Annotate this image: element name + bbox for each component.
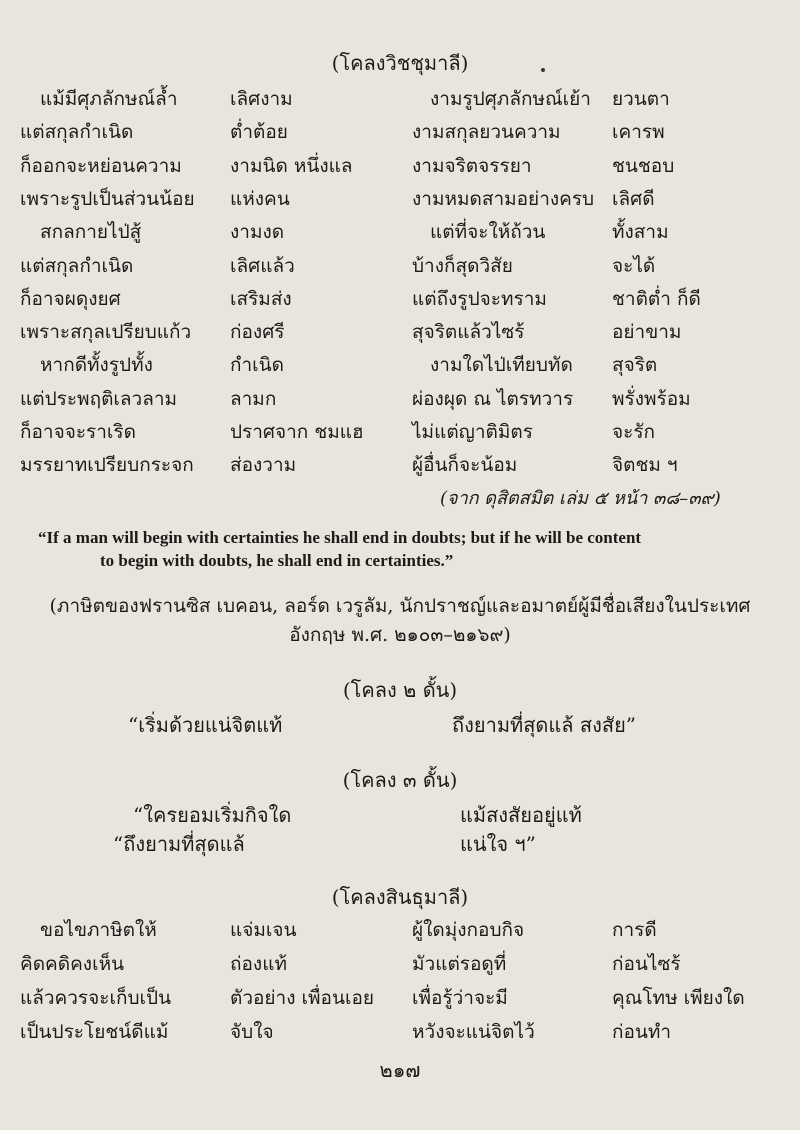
section4-line	[0, 983, 800, 1013]
section1-line	[0, 317, 800, 347]
section4-hemistich: เป็นประโยชน์ดีแม้	[20, 1021, 169, 1043]
source-citation: (จาก ดุสิตสมิต เล่ม ๕ หน้า ๓๘–๓๙)	[440, 488, 721, 509]
section1-hemistich: จะได้	[612, 254, 656, 277]
section3-line2-left: “ถึงยามที่สุดแล้	[113, 832, 245, 856]
page-number: ๒๑๗	[379, 1058, 421, 1082]
attribution-line2: อังกฤษ พ.ศ. ๒๑๐๓–๒๑๖๙)	[289, 624, 511, 646]
section1-hemistich: แต่สกุลกำเนิด	[20, 121, 134, 144]
section1-hemistich: ผ่องผุด ณ ไตรทวาร	[412, 387, 574, 410]
section3-heading: (โคลง ๓ ดั้น)	[342, 768, 458, 792]
section4-hemistich: ขอไขภาษิตให้	[40, 919, 157, 941]
section1-hemistich: เพราะสกุลเปรียบแก้ว	[20, 321, 192, 344]
section1-hemistich: แต่ถึงรูปจะทราม	[412, 287, 547, 310]
english-quote-line2: to begin with doubts, he shall end in certainties.”	[100, 551, 454, 570]
section1-hemistich: ผู้อื่นก็จะน้อม	[412, 454, 518, 477]
section1-hemistich: ก็อาจผดุงยศ	[20, 287, 121, 310]
section1-hemistich: ชนชอบ	[612, 154, 675, 177]
section1-hemistich: หากดีทั้งรูปทั้ง	[40, 354, 153, 377]
section1-hemistich: งามรูปศุภลักษณ์เย้า	[430, 88, 591, 110]
section4-hemistich: การดี	[612, 919, 657, 941]
section4-hemistich: หวังจะแน่จิตไว้	[412, 1021, 535, 1043]
section1-line	[0, 450, 800, 480]
section1-hemistich: ยวนตา	[612, 88, 670, 110]
section3-line1-left: “ใครยอมเริ่มกิจใด	[133, 803, 292, 827]
section1-line	[0, 151, 800, 181]
section1-hemistich: ส่องวาม	[230, 454, 297, 477]
section1-hemistich: งามใดไป่เทียบทัด	[430, 354, 573, 377]
section4-hemistich: จับใจ	[230, 1021, 274, 1043]
section2-right: ถึงยามที่สุดแล้ สงสัย”	[452, 713, 637, 737]
section4-hemistich: แจ่มเจน	[230, 919, 297, 941]
section1-hemistich: ต่ำต้อย	[230, 121, 288, 144]
section1-hemistich: งามจริตจรรยา	[412, 154, 532, 177]
section1-hemistich: สุจริต	[612, 354, 658, 377]
section4-heading: (โคลงสินธุมาลี)	[331, 885, 469, 909]
section1-hemistich: บ้างก็สุดวิสัย	[412, 254, 513, 277]
section4-hemistich: ก่อนทำ	[612, 1021, 672, 1043]
section1-line	[0, 217, 800, 247]
section1-hemistich: ก็อาจจะราเริด	[20, 421, 136, 443]
section1-hemistich: งามสกุลยวนความ	[412, 121, 561, 144]
section4-hemistich: ถ่องแท้	[230, 953, 287, 975]
attribution-line1: (ภาษิตของฟรานซิส เบคอน, ลอร์ด เวรูลัม, นักปราชญ์และอมาตย์ผู้มีชื่อเสียงในประเทศ	[49, 595, 751, 617]
section1-hemistich: แต่ที่จะให้ถ้วน	[430, 221, 546, 244]
section1-hemistich: ก็ออกจะหย่อนความ	[20, 154, 182, 177]
section4-hemistich: มัวแต่รอดูที่	[412, 953, 507, 975]
section1-hemistich: ทั้งสาม	[612, 221, 669, 244]
section1-line	[0, 417, 800, 447]
section2-heading: (โคลง ๒ ดั้น)	[342, 678, 458, 702]
section4-line	[0, 1017, 800, 1047]
english-quote-line1: “If a man will begin with certainties he shall end in doubts; but if he will be content	[38, 528, 642, 547]
section1-hemistich: สกลกายไป่สู้	[40, 221, 142, 244]
section1-hemistich: แต่สกุลกำเนิด	[20, 254, 134, 277]
section4-hemistich: ตัวอย่าง เพื่อนเอย	[230, 987, 374, 1009]
section1-hemistich: เลิศแล้ว	[230, 254, 295, 277]
section1-hemistich: แต่ประพฤติเลวลาม	[20, 387, 178, 410]
section4-hemistich: เพื่อรู้ว่าจะมี	[412, 987, 508, 1009]
section1-line	[0, 117, 800, 147]
section1-hemistich: งามงด	[230, 221, 285, 244]
section1-hemistich: เลิศงาม	[230, 88, 293, 110]
section3-line1-right: แม้สงสัยอยู่แท้	[460, 803, 582, 827]
section4-hemistich: แล้วควรจะเก็บเป็น	[20, 987, 172, 1009]
section1-hemistich: อย่าขาม	[612, 321, 682, 344]
section4-hemistich: ผู้ใดมุ่งกอบกิจ	[412, 919, 525, 941]
section1-line	[0, 384, 800, 414]
section1-hemistich: สุจริตแล้วไซร้	[412, 321, 525, 344]
section1-hemistich: แม้มีศุภลักษณ์ล้ำ	[40, 88, 178, 110]
section1-line	[0, 251, 800, 281]
section1-line	[0, 184, 800, 214]
section1-hemistich: กำเนิด	[230, 354, 284, 377]
section1-hemistich: เคารพ	[612, 121, 665, 144]
section1-line	[0, 284, 800, 314]
section4-line	[0, 915, 800, 945]
section1-heading: (โคลงวิชชุมาลี)	[331, 51, 469, 75]
section4-hemistich: คุณโทษ เพียงใด	[612, 987, 745, 1009]
section1-hemistich: ไม่แต่ญาติมิตร	[412, 421, 533, 443]
section4-line	[0, 949, 800, 979]
section1-hemistich: เพราะรูปเป็นส่วนน้อย	[20, 187, 195, 210]
section1-hemistich: เสริมส่ง	[230, 287, 292, 310]
section2-left: “เริ่มด้วยแน่จิตแท้	[128, 713, 283, 737]
section1-hemistich: งามนิด หนึ่งแล	[230, 154, 353, 177]
section1-hemistich: ก่องศรี	[230, 321, 285, 344]
section1-line	[0, 84, 800, 114]
section1-hemistich: จะรัก	[612, 421, 656, 443]
section1-hemistich: มรรยาทเปรียบกระจก	[20, 454, 194, 477]
section3-line2-right: แน่ใจ ฯ”	[460, 832, 536, 856]
section1-hemistich: จิตชม ฯ	[612, 454, 678, 477]
section1-hemistich: ชาติต่ำ ก็ดี	[612, 287, 701, 310]
section1-hemistich: ลามก	[230, 387, 277, 410]
section1-hemistich: พรั่งพร้อม	[612, 387, 691, 410]
section4-hemistich: คิดคดิคงเห็น	[20, 953, 125, 975]
section4-hemistich: ก่อนไซร้	[612, 953, 681, 975]
section1-line	[0, 350, 800, 380]
section1-hemistich: แห่งคน	[230, 187, 290, 210]
section1-hemistich: เลิศดี	[612, 187, 655, 210]
section1-hemistich: ปราศจาก ชมแฮ	[230, 421, 364, 443]
section1-hemistich: งามหมดสามอย่างครบ	[412, 187, 595, 210]
